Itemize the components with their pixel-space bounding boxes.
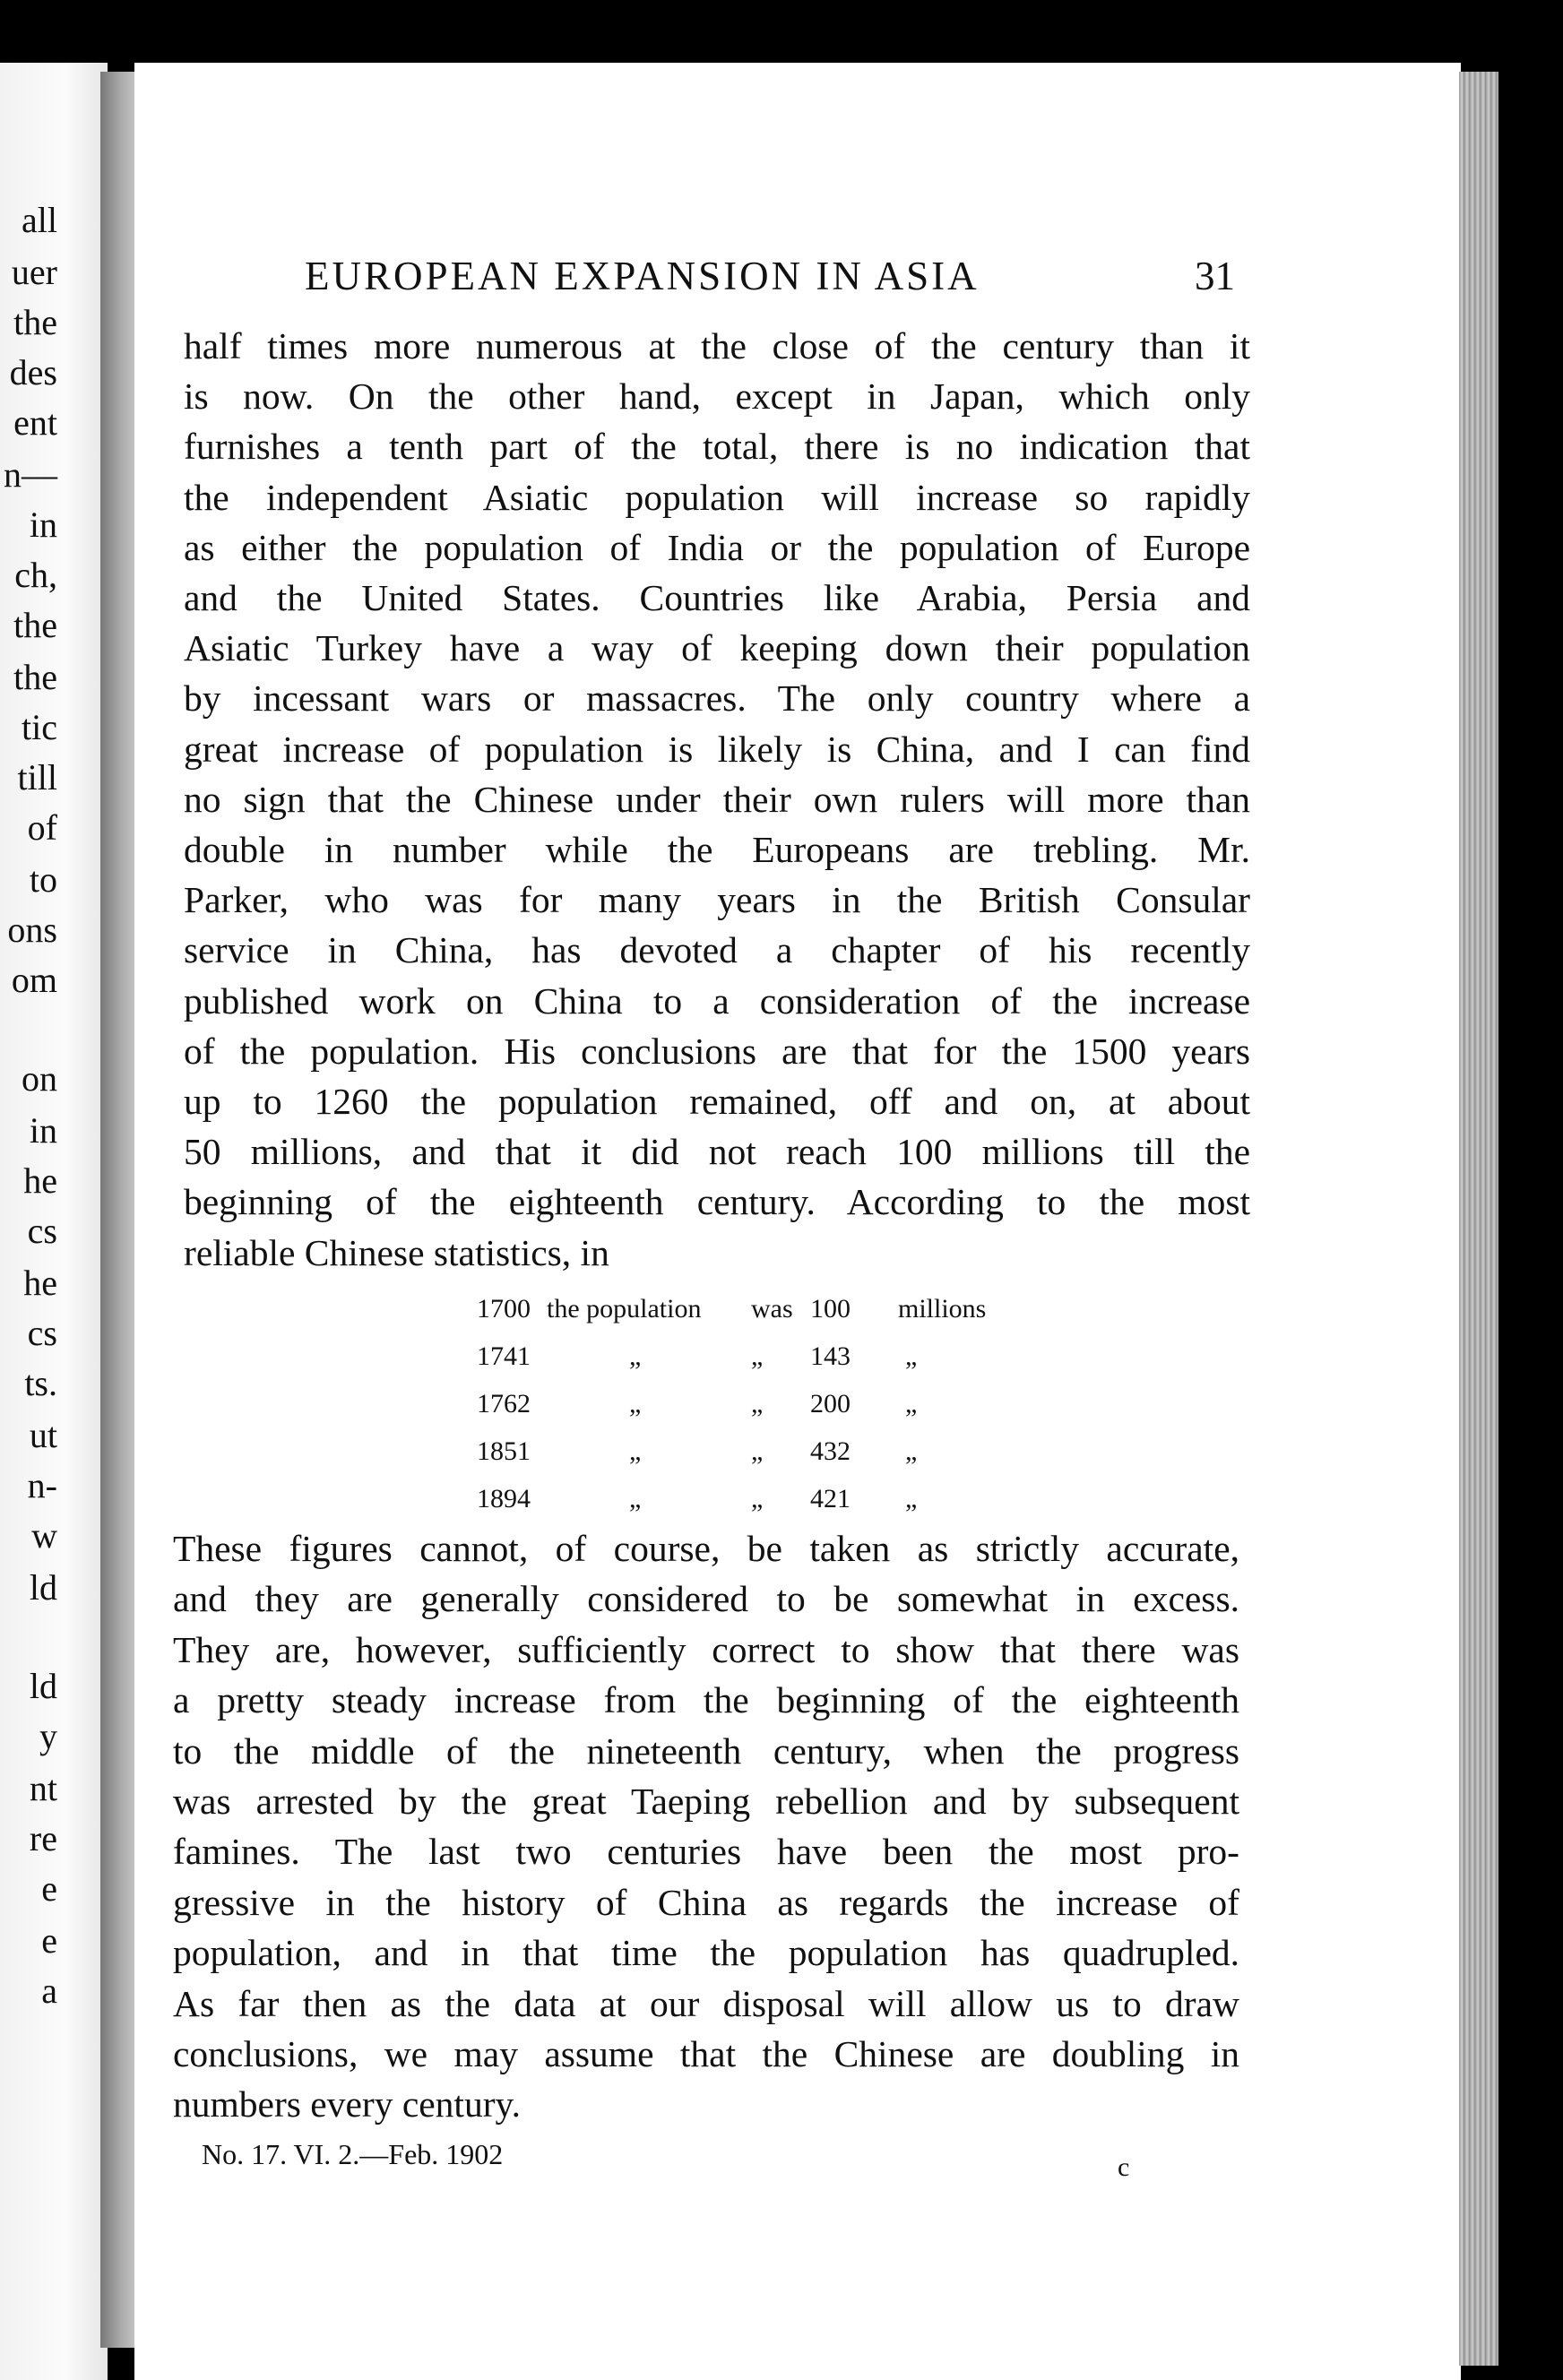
text-line: These figures cannot, of course, be taken as strictly accurate, — [173, 1528, 1239, 1569]
ditto-mark: „ — [905, 1484, 918, 1513]
text-line: service in China, has devoted a chapter of his recently — [184, 929, 1250, 971]
text-line: furnishes a tenth part of the total, there is no indication that — [184, 426, 1250, 468]
facing-page-fragment: in — [29, 504, 57, 545]
text-line: They are, however, sufficiently correct to show that there was — [173, 1628, 1239, 1670]
ditto-mark: „ — [751, 1436, 764, 1466]
facing-page-fragment: ld — [29, 1567, 57, 1608]
page-number: 31 — [1195, 254, 1235, 298]
facing-page-fragment: ent — [13, 402, 57, 443]
table-year: 1894 — [477, 1484, 531, 1513]
facing-page-fragment: till — [17, 757, 57, 798]
table-year: 1762 — [477, 1389, 531, 1419]
text-line: no sign that the Chinese under their own rulers will more than — [184, 778, 1250, 820]
ditto-mark: „ — [629, 1484, 642, 1513]
facing-page-fragment: ons — [7, 910, 57, 950]
table-label: the population — [547, 1294, 702, 1324]
facing-page-fragment: re — [29, 1818, 57, 1858]
facing-page-fragment: ut — [29, 1415, 57, 1455]
text-line: Asiatic Turkey have a way of keeping down their population — [184, 627, 1250, 669]
table-value: 143 — [810, 1341, 851, 1371]
text-line: the independent Asiatic population will increase so rapidly — [184, 476, 1250, 518]
ditto-mark: „ — [905, 1436, 918, 1466]
facing-page-fragment: n— — [4, 454, 57, 495]
ditto-mark: „ — [905, 1389, 918, 1419]
paragraph-2 — [173, 1523, 1239, 2130]
page-edges — [1459, 72, 1498, 2366]
facing-page-fragment: om — [11, 960, 57, 1000]
facing-page-fragment: e — [41, 1920, 57, 1961]
facing-page-fragment: all — [22, 200, 57, 240]
facing-page-fragment: on — [22, 1058, 57, 1099]
table-label: was — [751, 1294, 793, 1324]
facing-page-fragment: ch, — [14, 555, 57, 595]
text-line: a pretty steady increase from the beginning of the eighteenth — [173, 1679, 1239, 1721]
text-line: beginning of the eighteenth century. According to the most — [184, 1181, 1250, 1223]
printer-signature: No. 17. VI. 2.—Feb. 1902 — [202, 2138, 504, 2170]
ditto-mark: „ — [629, 1341, 642, 1371]
running-title: EUROPEAN EXPANSION IN ASIA — [305, 254, 980, 298]
ditto-mark: „ — [629, 1436, 642, 1466]
text-line: is now. On the other hand, except in Japan, which only — [184, 375, 1250, 418]
text-line: conclusions, we may assume that the Chinese are doubling in — [173, 2033, 1239, 2075]
ditto-mark: „ — [905, 1341, 918, 1371]
table-value: 421 — [810, 1484, 851, 1513]
ditto-mark: „ — [751, 1389, 764, 1419]
ditto-mark: „ — [751, 1341, 764, 1371]
facing-page-fragment: of — [27, 807, 57, 848]
text-line: half times more numerous at the close of the century than it — [184, 325, 1250, 366]
text-line: great increase of population is likely is China, and I can find — [184, 728, 1250, 770]
text-line: to the middle of the nineteenth century, when the progress — [173, 1729, 1239, 1772]
facing-page-fragment: tic — [22, 707, 57, 747]
facing-page-fragment: w — [31, 1515, 57, 1556]
text-line: as either the population of India or the population of Europe — [184, 526, 1250, 568]
table-year: 1851 — [477, 1436, 531, 1466]
text-line: by incessant wars or massacres. The only country where a — [184, 677, 1250, 720]
facing-page-fragment: a — [41, 1970, 57, 2011]
text-line: and the United States. Countries like Arabia, Persia and — [184, 577, 1250, 619]
text-line: famines. The last two centuries have been the most pro- — [173, 1831, 1239, 1873]
table-unit: millions — [898, 1294, 987, 1324]
facing-page-fragment: the — [13, 657, 57, 697]
text-line: reliable Chinese statistics, in — [184, 1231, 609, 1273]
text-line: was arrested by the great Taeping rebellion and by subsequent — [173, 1781, 1239, 1823]
facing-page-fragment: cs — [27, 1313, 57, 1353]
facing-page-fragment: he — [23, 1160, 57, 1201]
facing-page — [0, 63, 108, 2380]
text-line: gressive in the history of China as regards the increase of — [173, 1881, 1239, 1923]
facing-page-fragment: the — [13, 302, 57, 342]
facing-page-fragment: y — [39, 1716, 57, 1756]
text-line: population, and in that time the population has quadrupled. — [173, 1932, 1239, 1974]
facing-page-fragment: uer — [11, 252, 57, 292]
text-line: published work on China to a consideration of the increase — [184, 979, 1250, 1022]
text-line: 50 millions, and that it did not reach 100 millions till the — [184, 1131, 1250, 1173]
facing-page-fragment: in — [29, 1110, 57, 1151]
signature-mark: c — [1118, 2152, 1130, 2182]
text-line: Parker, who was for many years in the British Consular — [184, 879, 1250, 921]
facing-page-fragment: nt — [29, 1768, 57, 1808]
table-year: 1700 — [477, 1294, 531, 1324]
facing-page-fragment: ts. — [24, 1363, 57, 1403]
table-value: 200 — [810, 1389, 851, 1419]
ditto-mark: „ — [751, 1484, 764, 1513]
facing-page-fragment: ld — [29, 1666, 57, 1706]
facing-page-fragment: the — [13, 605, 57, 645]
facing-page-fragment: he — [23, 1263, 57, 1303]
table-value: 432 — [810, 1436, 851, 1466]
text-line: double in number while the Europeans are trebling. Mr. — [184, 829, 1250, 871]
text-line: up to 1260 the population remained, off and on, at about — [184, 1081, 1250, 1123]
facing-page-fragment: des — [9, 352, 57, 392]
table-value: 100 — [810, 1294, 851, 1324]
facing-page-fragment: e — [41, 1868, 57, 1909]
table-year: 1741 — [477, 1341, 531, 1371]
paragraph-1 — [184, 321, 1250, 1278]
text-line: As far then as the data at our disposal will allow us to draw — [173, 1982, 1239, 2024]
facing-page-fragment: n- — [27, 1465, 57, 1505]
text-line: of the population. His conclusions are that for the 1500 years — [184, 1030, 1250, 1072]
text-line: numbers every century. — [173, 2083, 521, 2126]
text-line: and they are generally considered to be somewhat in excess. — [173, 1578, 1239, 1620]
facing-page-fragment: cs — [27, 1211, 57, 1251]
ditto-mark: „ — [629, 1389, 642, 1419]
facing-page-fragment: to — [29, 859, 57, 900]
